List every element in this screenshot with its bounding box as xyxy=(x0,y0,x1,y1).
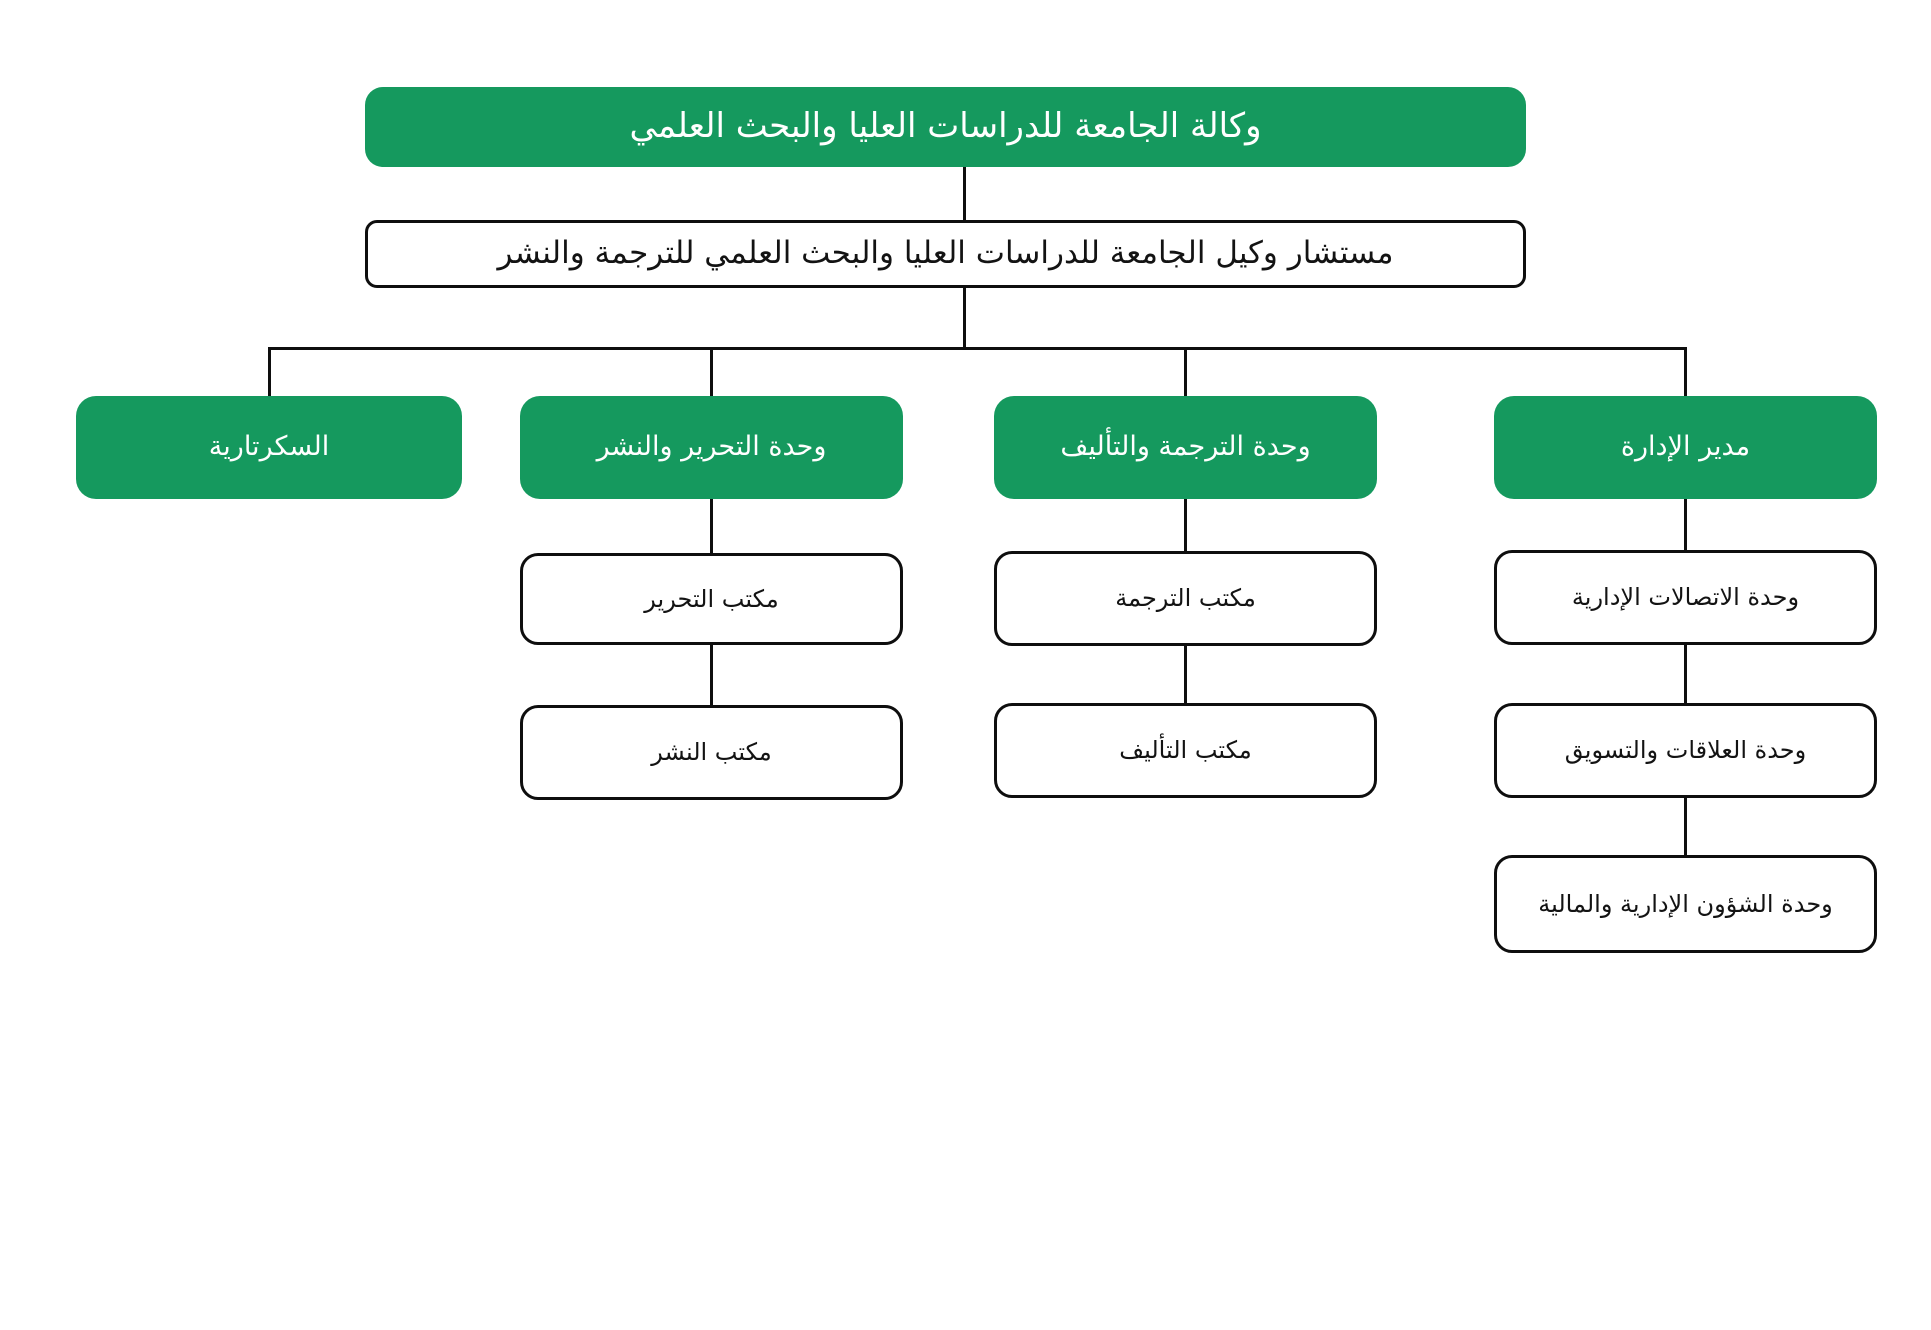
org-node-secretariat: السكرتارية xyxy=(76,396,462,499)
connector-advisor-bus xyxy=(963,288,966,349)
org-node-translation-authoring-unit: وحدة الترجمة والتأليف xyxy=(994,396,1377,499)
org-node-editing-office: مكتب التحرير xyxy=(520,553,903,645)
org-node-admin-financial-affairs-unit: وحدة الشؤون الإدارية والمالية xyxy=(1494,855,1877,953)
org-node-relations-marketing-unit: وحدة العلاقات والتسويق xyxy=(1494,703,1877,798)
connector-root-advisor xyxy=(963,167,966,221)
org-node-root: وكالة الجامعة للدراسات العليا والبحث العلمي xyxy=(365,87,1526,167)
connector-editing-unit-office1 xyxy=(710,499,713,553)
connector-drop-translation-unit xyxy=(1184,347,1187,396)
connector-admin-director-unit1 xyxy=(1684,499,1687,550)
org-node-advisor: مستشار وكيل الجامعة للدراسات العليا والبحث العلمي للترجمة والنشر xyxy=(365,220,1526,288)
connector-drop-editing-unit xyxy=(710,347,713,396)
connector-translation-unit-office1 xyxy=(1184,499,1187,551)
org-node-admin-director: مدير الإدارة xyxy=(1494,396,1877,499)
org-node-publishing-office: مكتب النشر xyxy=(520,705,903,800)
org-node-editing-publishing-unit: وحدة التحرير والنشر xyxy=(520,396,903,499)
org-node-admin-communications-unit: وحدة الاتصالات الإدارية xyxy=(1494,550,1877,645)
connector-admin-unit1-unit2 xyxy=(1684,645,1687,703)
connector-translation-office1-office2 xyxy=(1184,646,1187,703)
connector-admin-unit2-unit3 xyxy=(1684,798,1687,855)
connector-bus xyxy=(268,347,1687,350)
connector-editing-office1-office2 xyxy=(710,645,713,705)
org-node-translation-office: مكتب الترجمة xyxy=(994,551,1377,646)
org-node-authoring-office: مكتب التأليف xyxy=(994,703,1377,798)
connector-drop-secretariat xyxy=(268,347,271,396)
connector-drop-admin-director xyxy=(1684,347,1687,396)
